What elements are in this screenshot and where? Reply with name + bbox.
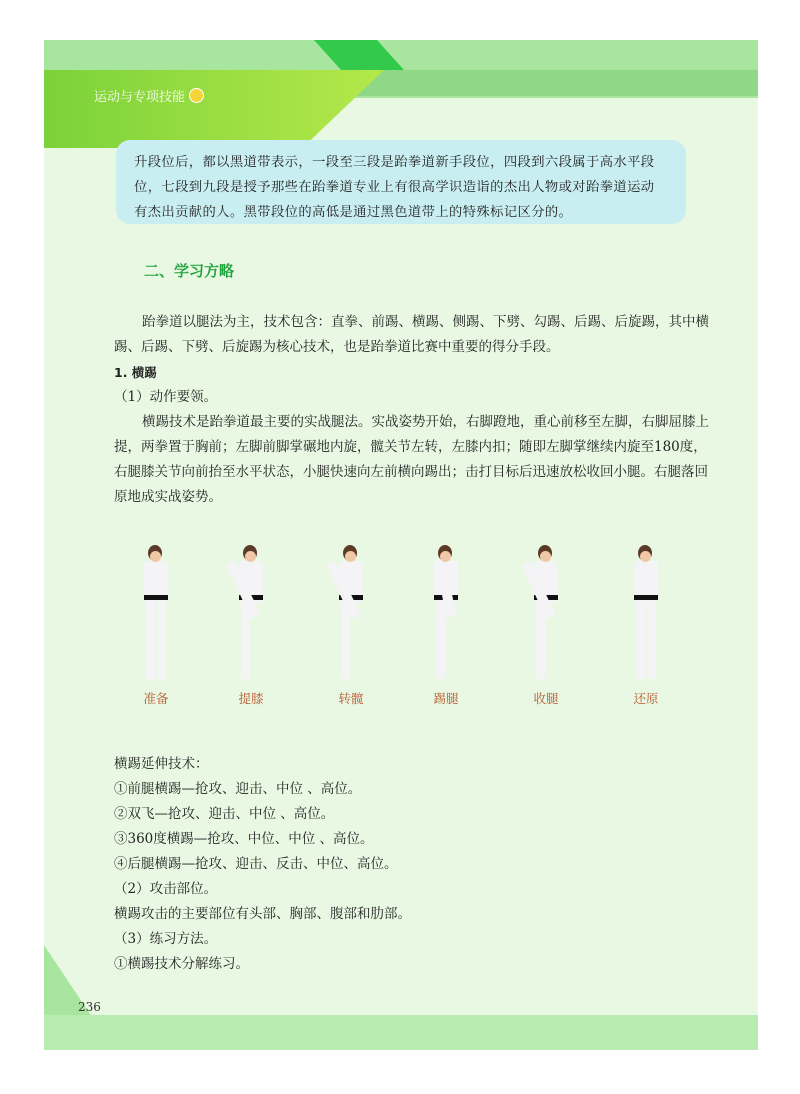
chapter-title-text: 运动与专项技能 xyxy=(94,90,186,105)
photo-knee-lift xyxy=(229,537,273,687)
note-box xyxy=(116,140,686,224)
item-heading-2: （2）攻击部位。 xyxy=(114,881,218,897)
footer-band xyxy=(44,1015,758,1050)
caption-retract: 收腿 xyxy=(533,691,559,706)
item-heading-1: （1）动作要领。 xyxy=(114,389,218,405)
photo-restore xyxy=(624,537,668,687)
caption-ready: 准备 xyxy=(143,691,169,706)
subsection-title: 1. 横踢 xyxy=(114,365,157,380)
caption-hip-turn: 转髋 xyxy=(338,691,364,706)
photo-ready xyxy=(134,537,178,687)
extension-item-3: ③360度横踢—抢攻、中位、中位 、高位。 xyxy=(114,831,374,847)
extension-item-2: ②双飞—抢攻、迎击、中位 、高位。 xyxy=(114,806,335,822)
practice-method-text: ①横踢技术分解练习。 xyxy=(114,956,249,972)
caption-restore: 还原 xyxy=(633,691,659,706)
caption-knee-lift: 提膝 xyxy=(238,691,264,706)
extension-item-1: ①前腿横踢—抢攻、迎击、中位 、高位。 xyxy=(114,781,362,797)
technique-photo-strip xyxy=(134,537,694,717)
attack-zones-text: 横踢攻击的主要部位有头部、胸部、腹部和肋部。 xyxy=(114,906,411,922)
section-title: 二、学习方略 xyxy=(144,262,235,280)
technique-description: 横踢技术是跆拳道最主要的实战腿法。实战姿势开始，右脚蹬地，重心前移至左脚，右脚屈膝上提，两拳置于胸前；左脚前脚掌碾地内旋，髋关节左转，左膝内扣；随即左脚掌继续内旋至180度，右腿膝关节向前抬至水平状态，小腿快速向左前横向踢出；击打目标后迅速放松收回小腿。右腿落回原地成实战姿势。 xyxy=(114,414,709,505)
item-heading-3: （3）练习方法。 xyxy=(114,931,218,947)
page-number: 236 xyxy=(78,1000,101,1014)
extension-title: 横踢延伸技术： xyxy=(114,756,209,772)
note-text: 升段位后，都以黑道带表示，一段至三段是跆拳道新手段位，四段到六段属于高水平段位，七段到九段是授予那些在跆拳道专业上有很高学识造诣的杰出人物或对跆拳道运动有杰出贡献的人。黑带段位的高低是通过黑色道带上的特殊标记区分的。 xyxy=(134,155,655,220)
caption-kick: 踢腿 xyxy=(433,691,459,706)
extension-item-4: ④后腿横踢—抢攻、迎击、反击、中位、高位。 xyxy=(114,856,398,872)
page xyxy=(44,40,758,1050)
chapter-title xyxy=(94,86,204,105)
photo-retract xyxy=(524,537,568,687)
photo-kick xyxy=(424,537,468,687)
photo-hip-turn xyxy=(329,537,373,687)
header-chapter-tab xyxy=(44,70,384,148)
chapter-badge-icon xyxy=(189,88,204,103)
intro-paragraph: 跆拳道以腿法为主，技术包含：直拳、前踢、横踢、侧踢、下劈、勾踢、后踢、后旋踢，其中横踢、后踢、下劈、后旋踢为核心技术，也是跆拳道比赛中重要的得分手段。 xyxy=(114,314,709,355)
